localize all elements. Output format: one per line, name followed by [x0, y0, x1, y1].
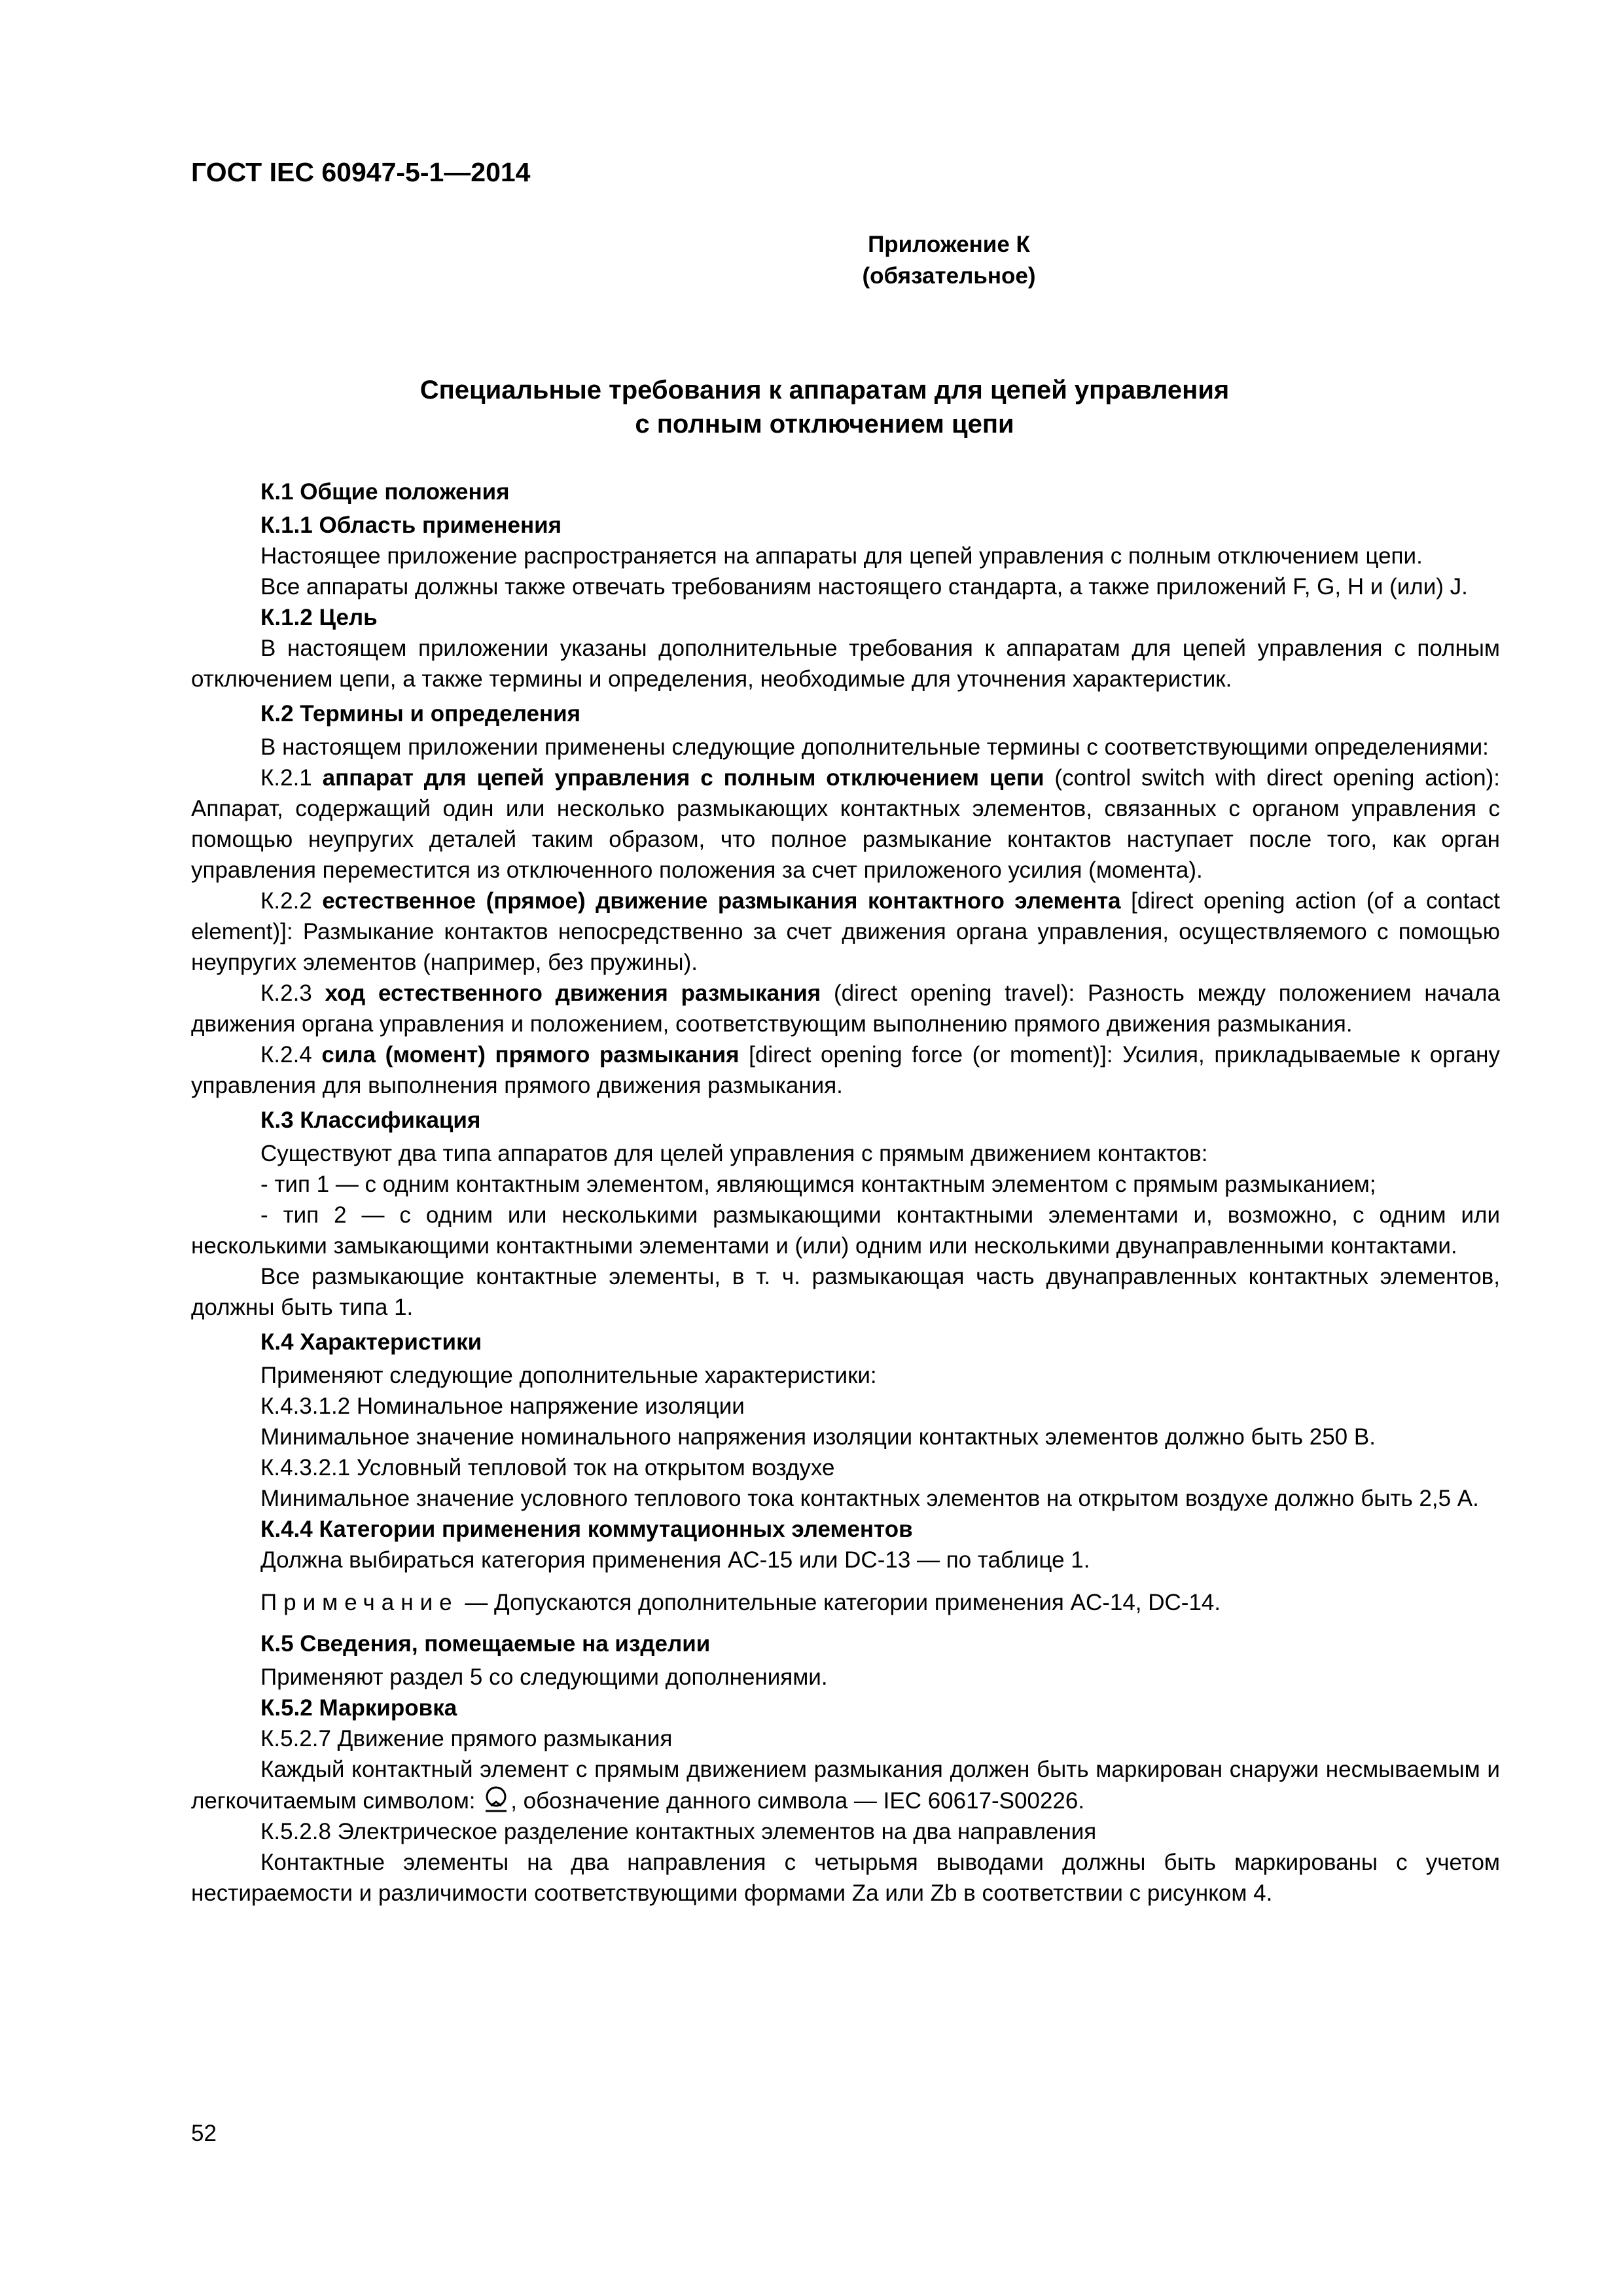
- heading-k1: К.1 Общие положения: [260, 479, 510, 505]
- paragraph-k527-part2: , обозначение данного символа — IEC 60617-S00226.: [510, 1788, 1085, 1814]
- note-text: — Допускаются дополнительные категории применения AC-14, DC-14.: [458, 1590, 1221, 1615]
- definition-number: К.2.1: [260, 765, 323, 791]
- heading-k52: К.5.2 Маркировка: [260, 1695, 457, 1721]
- list-item-type2: - тип 2 — с одним или несколькими размыкающими контактными элементами и, возможно, с одним или несколькими замыкающими контактными элементами и (или) одним или несколькими двунаправленными контактами.: [191, 1202, 1500, 1259]
- paragraph-k2-1: В настоящем приложении применены следующие дополнительные термины с соответствующими определениями:: [260, 734, 1489, 760]
- definition-number: К.2.3: [260, 980, 325, 1006]
- definition-k22: [191, 886, 1500, 978]
- definition-text: (direct opening travel): Разность между положением начала движения органа управления и положением, соответствующим выполнению прямого движения размыкания.: [191, 980, 1500, 1037]
- annex-number: Приложение К: [868, 232, 1030, 257]
- subclause-k528: К.5.2.8 Электрическое разделение контактных элементов на два направления: [260, 1819, 1097, 1844]
- subclause-k4321: К.4.3.2.1 Условный тепловой ток на открытом воздухе: [260, 1455, 835, 1480]
- heading-k44: К.4.4 Категории применения коммутационных элементов: [260, 1516, 913, 1542]
- subclause-k527: К.5.2.7 Движение прямого размыкания: [260, 1726, 673, 1751]
- annex-title-line2: с полным отключением цепи: [635, 410, 1014, 439]
- subclause-k4312: К.4.3.1.2 Номинальное напряжение изоляции: [260, 1393, 745, 1419]
- paragraph-k528: Контактные элементы на два направления с четырьмя выводами должны быть маркированы с учетом нестираемости и различимости соответствующими формами Za или Zb в соответствии с рисунком 4.: [191, 1850, 1500, 1906]
- paragraph-k4-1: Применяют следующие дополнительные характеристики:: [260, 1363, 877, 1388]
- heading-k12: К.1.2 Цель: [260, 605, 378, 630]
- paragraph-k527-part1: Каждый контактный элемент с прямым движением размыкания должен быть маркирован снаружи несмываемым и легкочитаемым символом:: [191, 1757, 1500, 1814]
- heading-k11: К.1.1 Область применения: [260, 512, 562, 538]
- paragraph-k4312: Минимальное значение номинального напряжения изоляции контактных элементов должно быть 250 В.: [260, 1424, 1376, 1450]
- definition-k24: [191, 1039, 1500, 1101]
- heading-k3: К.3 Классификация: [260, 1107, 481, 1133]
- definition-k21: [191, 762, 1500, 886]
- paragraph-k527: [191, 1754, 1500, 1816]
- note: [191, 1587, 1500, 1618]
- definition-text: [direct opening force (or moment)]: Усилия, прикладываемые к органу управления для выполнения прямого движения размыкания.: [191, 1042, 1500, 1098]
- note-label: Примечание: [260, 1590, 459, 1615]
- page-number: 52: [191, 2121, 217, 2146]
- standard-designation: ГОСТ IEC 60947-5-1—2014: [191, 157, 531, 187]
- heading-k5: К.5 Сведения, помещаемые на изделии: [260, 1631, 711, 1657]
- paragraph-k4321: Минимальное значение условного теплового тока контактных элементов на открытом воздухе должно быть 2,5 А.: [260, 1486, 1479, 1511]
- paragraph-k11-2: Все аппараты должны также отвечать требованиям настоящего стандарта, а также приложений F, G, H и (или) J.: [260, 574, 1468, 600]
- definition-number: К.2.2: [260, 888, 323, 914]
- paragraph-k12-1: В настоящем приложении указаны дополнительные требования к аппаратам для цепей управления с полным отключением цепи, а также термины и определения, необходимые для уточнения характеристик.: [191, 636, 1500, 692]
- definition-term: естественное (прямое) движение размыкания контактного элемента: [322, 888, 1121, 914]
- definition-term: сила (момент) прямого размыкания: [321, 1042, 740, 1067]
- annex-status: (обязательное): [862, 263, 1036, 289]
- paragraph-k3-2: Все размыкающие контактные элементы, в т. ч. размыкающая часть двунаправленных контактных элементов, должны быть типа 1.: [191, 1264, 1500, 1320]
- definition-text: [direct opening action (of a contact element)]: Размыкание контактов непосредственно за счет движения органа управления, осуществляемого с помощью неупругих элементов (например, без пружины).: [191, 888, 1500, 975]
- paragraph-k3-1: Существуют два типа аппаратов для целей управления с прямым движением контактов:: [260, 1141, 1208, 1166]
- heading-k4: К.4 Характеристики: [260, 1329, 482, 1355]
- annex-label: [0, 229, 1623, 292]
- annex-title: [0, 373, 1623, 441]
- definition-k23: [191, 978, 1500, 1039]
- heading-k2: К.2 Термины и определения: [260, 701, 581, 726]
- definition-text: (control switch with direct opening action): Аппарат, содержащий один или несколько размыкающих контактных элементов, связанных с органом управления с помощью неупругих деталей таким образом, что полное размыкание контактов наступает после того, как орган управления переместится из отключенного положения за счет приложеного усилия (момента).: [191, 765, 1500, 883]
- paragraph-k11-1: Настоящее приложение распространяется на аппараты для цепей управления с полным отключением цепи.: [260, 543, 1423, 569]
- paragraph-k44: Должна выбираться категория применения AC-15 или DC-13 — по таблице 1.: [260, 1547, 1090, 1573]
- paragraph-k5: Применяют раздел 5 со следующими дополнениями.: [260, 1664, 828, 1690]
- definition-term: ход естественного движения размыкания: [325, 980, 821, 1006]
- direct-opening-symbol-icon: [482, 1785, 510, 1814]
- list-item-type1: - тип 1 — с одним контактным элементом, являющимся контактным элементом с прямым размыканием;: [260, 1172, 1376, 1197]
- document-body: [191, 473, 1500, 1909]
- definition-term: аппарат для цепей управления с полным отключением цепи: [322, 765, 1044, 791]
- annex-title-line1: Специальные требования к аппаратам для цепей управления: [419, 376, 1230, 404]
- definition-number: К.2.4: [260, 1042, 322, 1067]
